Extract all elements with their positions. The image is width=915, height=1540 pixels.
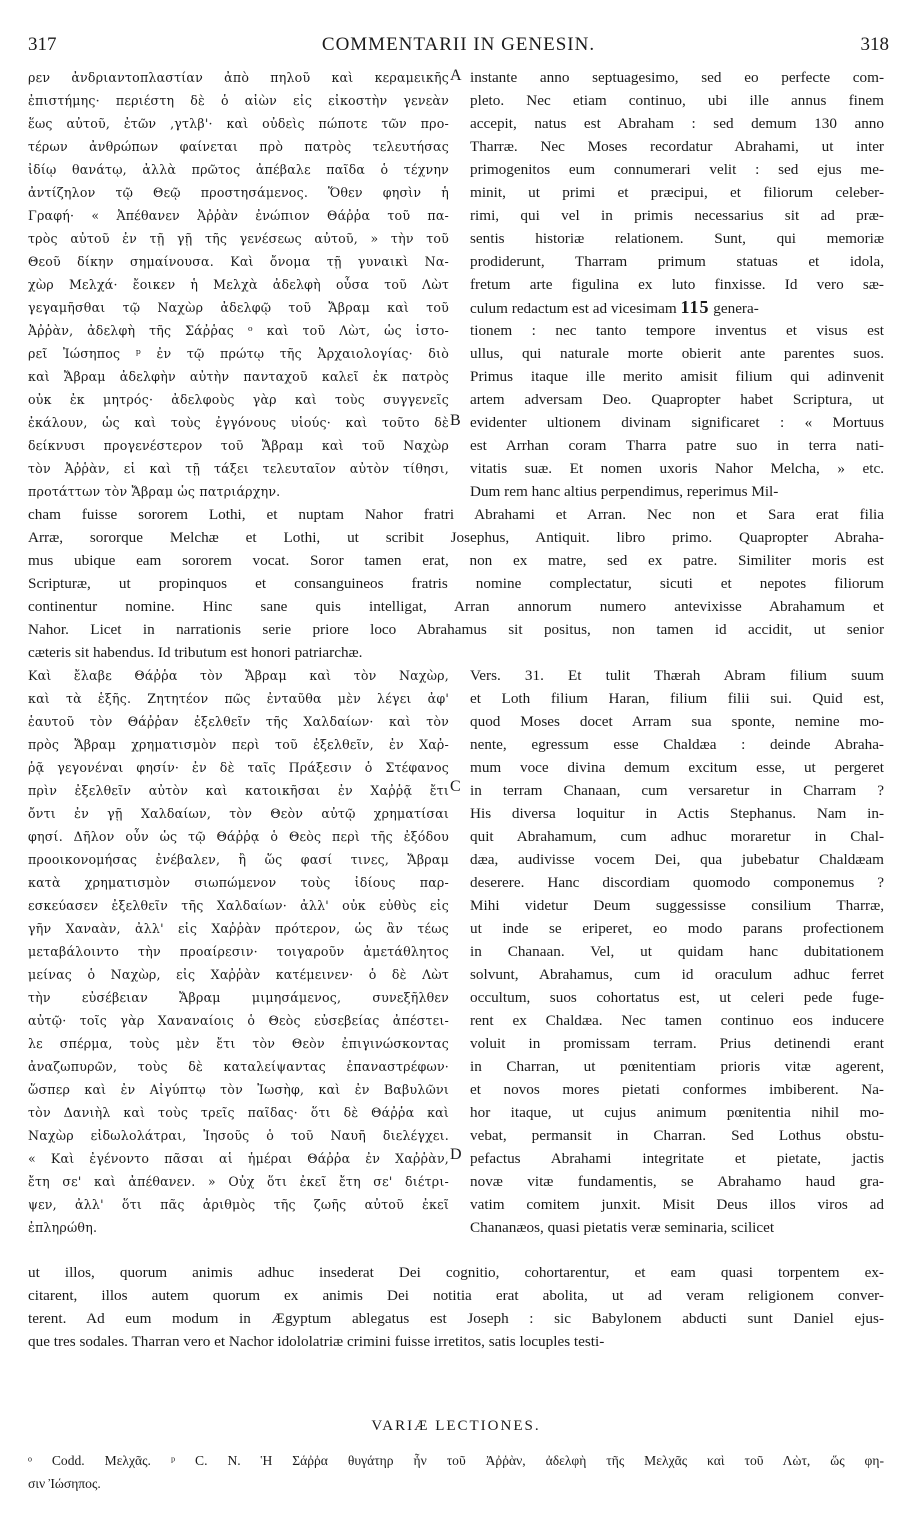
variae-lectiones-heading: VARIÆ LECTIONES. bbox=[371, 1418, 541, 1434]
text-line: primogenitos eum connumerari velit : sed ejus me- bbox=[470, 161, 884, 178]
text-line: τὸν Δανιὴλ καὶ τοὺς τρεῖς παῖδας· ὅτι δὲ Θάῤῥα καὶ bbox=[28, 1105, 449, 1120]
text-line: in Charran, ut pœnitentiam prioris vitæ agerent, bbox=[470, 1058, 884, 1075]
latin-column-1 bbox=[470, 66, 884, 503]
text-line: αὐτῷ· τοῖς γὰρ Χαναναίοις ὁ Θεὸς εὐσεβείας ἀπέστει- bbox=[28, 1013, 449, 1028]
margin-marker-a: A bbox=[450, 67, 462, 84]
text-line: instante anno septuagesimo, sed eo perfecte com- bbox=[470, 69, 884, 86]
text-line: δείκνυσι προγενέστερον τοῦ Ἄβραμ καὶ τοῦ Ναχὼρ bbox=[28, 438, 449, 453]
text-line: γεγαμῆσθαι τῷ Ναχὼρ ἀδελφῷ τοῦ Ἄβραμ καὶ τοῦ bbox=[28, 300, 449, 315]
text-line: ἐπληρώθη. bbox=[28, 1220, 98, 1235]
margin-marker-b: B bbox=[450, 412, 461, 429]
text-line: citarent, illos autem quorum ex animis Dei notitia erat abolita, ut ad veram religionem conver- bbox=[28, 1287, 884, 1304]
text-line: καὶ τὰ ἑξῆς. Ζητητέον πῶς ἐνταῦθα μὲν λέγει ἀφ' bbox=[28, 691, 449, 706]
text-line: καὶ Ἄβραμ ἀδελφὴν αὐτὴν πανταχοῦ καλεῖ ἐκ πατρὸς bbox=[28, 369, 449, 384]
text-line: ρεῖ Ἰώσηπος ᵖ ἐν τῷ πρώτῳ τῆς Ἀρχαιολογίας· διὸ bbox=[28, 346, 449, 361]
text-line: Vers. 31. Et tulit Thærah Abram filium suum bbox=[470, 667, 884, 684]
text-line: ἕως αὐτοῦ, ἐτῶν ,γτλβ'· καὶ οὐδεὶς πώποτε τῶν προ- bbox=[28, 116, 449, 131]
text-line: cham fuisse sororem Lothi, et nuptam Nahor fratri Abrahami et Arran. Nec non et Sara erat filia bbox=[28, 506, 884, 523]
text-segment: culum redactum est ad vicesimam bbox=[470, 300, 677, 317]
text-line: τὴν εὐσέβειαν Ἄβραμ μιμησάμενος, συνεξῆλθεν bbox=[28, 990, 449, 1005]
text-line: His diversa loquitur in Actis Stephanus. Nam in- bbox=[470, 805, 884, 822]
page-number-left: 317 bbox=[28, 34, 57, 55]
page-header bbox=[28, 34, 889, 64]
text-line: sentis historiæ relationem. Sunt, qui memoriæ bbox=[470, 230, 884, 247]
footnotes bbox=[28, 1450, 884, 1496]
text-line: ῥᾷ γεγονέναι φησίν· ἐν δὲ ταῖς Πράξεσιν ὁ Στέφανος bbox=[28, 760, 449, 775]
text-line: μείνας ὁ Ναχὼρ, εἰς Χαῤῥὰν κατέμεινεν· ὁ δὲ Λὼτ bbox=[28, 967, 449, 982]
text-line: novæ vitæ fundamentis, se Abrahamo haud gra- bbox=[470, 1173, 884, 1190]
text-line: pefactus Abrahami integritate et pietate, jactis bbox=[470, 1150, 884, 1167]
text-line: Καὶ ἔλαβε Θάῤῥα τὸν Ἄβραμ καὶ τὸν Ναχὼρ, bbox=[28, 668, 449, 683]
text-line: evidenter ultionem divinam significaret : « Mortuus bbox=[470, 414, 884, 431]
text-line: tionem : nec tanto tempore inventus et visus est bbox=[470, 322, 884, 339]
text-line: Tharræ. Nec Moses recordatur Abrahami, ut inter bbox=[470, 138, 884, 155]
generation-number: 115 bbox=[680, 297, 710, 317]
text-line: mum voce divina demum excitum esse, ut pergeret bbox=[470, 759, 884, 776]
text-line: terent. Ad eum modum in Ægyptum ablegatus est Joseph : sic Babylonem abducti sunt Daniel ejus- bbox=[28, 1310, 884, 1327]
text-line: rent ex Chaldæa. Nec tamen continuo eos inducere bbox=[470, 1012, 884, 1029]
latin-column-2 bbox=[470, 664, 884, 1239]
text-line: accepit, natus est Abraham : sed demum 130 anno bbox=[470, 115, 884, 132]
text-line: ἐπιστήμης· περιέστη δὲ ὁ αἰὼν εἰς εἰκοστὴν γενεὰν bbox=[28, 93, 449, 108]
text-line: τὸν Ἀῤῥὰν, εἰ καὶ τῇ τάξει τελευταῖον αὐτὸν τίθησι, bbox=[28, 461, 449, 476]
text-line: λε σπέρμα, τοὺς μὲν ἔτι τὸν Θεὸν ἐπιγινώσκοντας bbox=[28, 1036, 449, 1051]
greek-column-1 bbox=[28, 66, 449, 503]
text-line: solvunt, Abrahamus, cum id oraculum adhuc ferret bbox=[470, 966, 884, 983]
text-line: κατὰ χρηματισμὸν σιωπώμενον τοὺς ἰδίους παρ- bbox=[28, 875, 449, 890]
text-line: γῆν Χαναὰν, ἀλλ' εἰς Χαῤῥὰν πρότερον, ὡς ἂν τέως bbox=[28, 921, 449, 936]
text-line: mus ubique eam sororem vocat. Soror tamen erat, non ex matre, sed ex patre. Similiter moris est bbox=[28, 552, 884, 569]
text-line: πρὶν ἐξελθεῖν αὐτὸν καὶ κατοικῆσαι ἐν Χαῤῥᾷ ἔτι bbox=[28, 783, 449, 798]
text-line: hor itaque, ut cujus animum pœnitentia nihil mo- bbox=[470, 1104, 884, 1121]
text-line: Ἀῤῥὰν, ἀδελφὴ τῆς Σάῤῥας ᵒ καὶ τοῦ Λὼτ, ὡς ἱστο- bbox=[28, 323, 449, 338]
text-line: Θεοῦ δίκην σημαίνουσα. Καὶ ὄνομα τῇ γυναικὶ Να- bbox=[28, 254, 449, 269]
text-line: τρὸς αὐτοῦ ἐν τῇ γῇ τῆς γενέσεως αὐτοῦ, » τὴν τοῦ bbox=[28, 231, 449, 246]
text-line: ἑαυτοῦ τὸν Θάῤῥαν ἐξελθεῖν τῆς Χαλδαίων· καὶ τὸν bbox=[28, 714, 449, 729]
text-line: « Καὶ ἐγένοντο πᾶσαι αἱ ἡμέραι Θάῤῥα ἐν Χαῤῥὰν, bbox=[28, 1151, 449, 1166]
text-line: minit, ut primi et præcipui, et filiorum celeber- bbox=[470, 184, 884, 201]
text-line: ut illos, quorum animis adhuc insederat Dei cognitio, cohortarentur, et eam quasi torpentem ex- bbox=[28, 1264, 884, 1281]
text-line: τέρων ἀνθρώπων φαίνεται πρὸ πατρὸς τελευτήσας bbox=[28, 139, 449, 154]
text-line: cæteris sit habendus. Id tributum est honori patriarchæ. bbox=[28, 644, 363, 661]
text-line: ullus, qui naturale morte obierit ante parentes suos. bbox=[470, 345, 884, 362]
text-line: in terram Chanaan, cum versaretur in Charram ? bbox=[470, 782, 884, 799]
text-line: ρεν ἀνδριαντοπλαστίαν ἀπὸ πηλοῦ καὶ κεραμεικῆς bbox=[28, 70, 449, 85]
text-line: que tres sodales. Tharran vero et Nachor idololatriæ crimini fuisse irretitos, satis locuples testi- bbox=[28, 1333, 605, 1350]
text-line: voluit in promissam terram. Prius detinendi erant bbox=[470, 1035, 884, 1052]
text-line: quit Abrahamum, cum adhuc moraretur in Chal- bbox=[470, 828, 884, 845]
text-line: Γραφή· « Ἀπέθανεν Ἀῤῥὰν ἐνώπιον Θάῤῥα τοῦ πα- bbox=[28, 208, 449, 223]
text-line: vitatis suæ. Et nomen uxoris Nahor Melcha, » etc. bbox=[470, 460, 884, 477]
text-line: Chananæos, quasi pietatis veræ seminaria, scilicet bbox=[470, 1219, 775, 1236]
text-line: Nahor. Licet in narrationis serie priore loco Abrahamus sit positus, non tamen id accidit, ut senior bbox=[28, 621, 884, 638]
text-line: Mihi videtur Deum suggessisse consilium Tharræ, bbox=[470, 897, 884, 914]
text-line: continentur nomine. Hinc sane quis intelligat, Arran annorum numero antevixisse Abrahamum et bbox=[28, 598, 884, 615]
text-line: vatim comitem junxit. Misit Deus illos viros ad bbox=[470, 1196, 884, 1213]
text-line: prodiderunt, Tharram primum statuas et idola, bbox=[470, 253, 884, 270]
text-line: ut inde se eriperet, eo modo parans profectionem bbox=[470, 920, 884, 937]
text-line: εσκεύασεν ἐξελθεῖν τῆς Χαλδαίων· ἀλλ' οὐκ εὐθὺς εἰς bbox=[28, 898, 449, 913]
latin-fullwidth-2 bbox=[28, 1261, 884, 1353]
text-line: pleto. Nec etiam continuo, ubi ille annus finem bbox=[470, 92, 884, 109]
text-line: artem adversam Deo. Quapropter habet Scriptura, ut bbox=[470, 391, 884, 408]
text-line: occultum, suos cohortatus est, ut celeri pede fuge- bbox=[470, 989, 884, 1006]
text-line: ὄντι ἐν γῇ Χαλδαίων, τὸν Θεὸν αὐτῷ χρηματίσαι bbox=[28, 806, 449, 821]
running-title: COMMENTARII IN GENESIN. bbox=[321, 34, 596, 55]
text-line: Dum rem hanc altius perpendimus, reperimus Mil- bbox=[470, 483, 779, 500]
text-line: προτάττων τὸν Ἄβραμ ὡς πατριάρχην. bbox=[28, 484, 281, 499]
page-number-right: 318 bbox=[860, 34, 889, 55]
text-line: Primus itaque ille merito amisit filium qui adinvenit bbox=[470, 368, 884, 385]
text-line: σιν Ἰώσηπος. bbox=[28, 1476, 101, 1491]
text-line: deserere. Hanc discordiam quomodo componemus ? bbox=[470, 874, 884, 891]
text-segment: genera- bbox=[713, 300, 759, 317]
margin-marker-d: D bbox=[450, 1146, 462, 1163]
text-line: ἰδίῳ θανάτῳ, ἀλλὰ πρῶτος ἀπέβαλε παῖδα ὁ τέχνην bbox=[28, 162, 449, 177]
text-line: quod Moses docet Arram sua sponte, nemine mo- bbox=[470, 713, 884, 730]
text-line: Arræ, sororque Melchæ et Lothi, ut scribit Josephus, Antiquit. libro primo. Quapropter Abraha- bbox=[28, 529, 884, 546]
text-line: ἀντίζηλον τῷ Θεῷ προστησάμενος. Ὅθεν φησὶν ἡ bbox=[28, 185, 449, 200]
text-line: et novos mores pietati conformes imbiberent. Na- bbox=[470, 1081, 884, 1098]
text-line: nente, egressum esse Chaldæa : deinde Abraha- bbox=[470, 736, 884, 753]
text-line: ἔτη σε' καὶ ἀπέθανεν. » Οὐχ ὅτι ἐκεῖ ἔτη σε' διέτρι- bbox=[28, 1174, 449, 1189]
text-line: ψεν, ἀλλ' ὅτι πᾶς ἀριθμὸς τῆς ζωῆς αὐτοῦ ἐκεῖ bbox=[28, 1197, 449, 1212]
text-line: προοικονομήσας ἐνέβαλεν, ἢ ὥς φασί τινες, Ἄβραμ bbox=[28, 852, 449, 867]
text-line: et Loth filium Haran, filium filii sui. Quid est, bbox=[470, 690, 884, 707]
text-line: ἀναζωπυρῶν, τοὺς δὲ καταλείψαντας ἐπαναστρέφων· bbox=[28, 1059, 449, 1074]
greek-column-2 bbox=[28, 664, 449, 1239]
text-line: πρὸς Ἄβραμ χρηματισμὸν περὶ τοῦ ἐξελθεῖν, ἐν Χαῤ- bbox=[28, 737, 449, 752]
margin-marker-c: C bbox=[450, 778, 461, 795]
text-line: οὐκ ἐκ μητρός· ἀδελφοὺς γὰρ καὶ τοὺς συγγενεῖς bbox=[28, 392, 449, 407]
text-line: Ναχὼρ εἰδωλολάτραι, Ἰησοῦς ὁ τοῦ Ναυῆ διελέγχει. bbox=[28, 1128, 449, 1143]
text-line bbox=[470, 296, 884, 319]
text-line: fretum arte figulina ex luto finxisse. Id vero sæ- bbox=[470, 276, 884, 293]
text-line: χὼρ Μελχά· ἔοικεν ἡ Μελχὰ ἀδελφὴ οὖσα τοῦ Λὼτ bbox=[28, 277, 449, 292]
text-line: in Chanaan. Vel, ut quidam hanc dubitationem bbox=[470, 943, 884, 960]
text-line: rimi, qui vel in primis necessarius sit ad præ- bbox=[470, 207, 884, 224]
text-line: ὥσπερ καὶ ἐν Αἰγύπτῳ τὸν Ἰωσὴφ, καὶ ἐν Βαβυλῶνι bbox=[28, 1082, 449, 1097]
text-line: Scripturæ, ut propinquos et consanguineos fratris nomine complectatur, sicuti et nepotes filiorum bbox=[28, 575, 884, 592]
text-line: est Arrhan coram Tharra patre suo in terra nati- bbox=[470, 437, 884, 454]
latin-fullwidth-1 bbox=[28, 503, 884, 664]
text-line: dæa, audivisse vocem Dei, qua jubebatur Chaldæam bbox=[470, 851, 884, 868]
text-line: μεταβάλοιντο τὴν προαίρεσιν· τοιγαροῦν ἀμετάθλητος bbox=[28, 944, 449, 959]
text-line: ᵒ Codd. Μελχᾶς. ᵖ C. N. Ἡ Σάῤῥα θυγάτηρ ἦν τοῦ Ἀῤῥὰν, ἀδελφὴ τῆς Μελχᾶς καὶ τοῦ Λὼτ, ὥς φη- bbox=[28, 1453, 884, 1468]
text-line: vebat, permansit in Charran. Sed Lothus obstu- bbox=[470, 1127, 884, 1144]
text-line: φησί. Δῆλον οὖν ὡς τῷ Θάῤῥᾳ ὁ Θεὸς περὶ τῆς ἐξόδου bbox=[28, 829, 449, 844]
text-line: ἐκάλουν, ὡς καὶ τοὺς ἐγγόνους υἱούς· καὶ τοῦτο δὲ bbox=[28, 415, 449, 430]
